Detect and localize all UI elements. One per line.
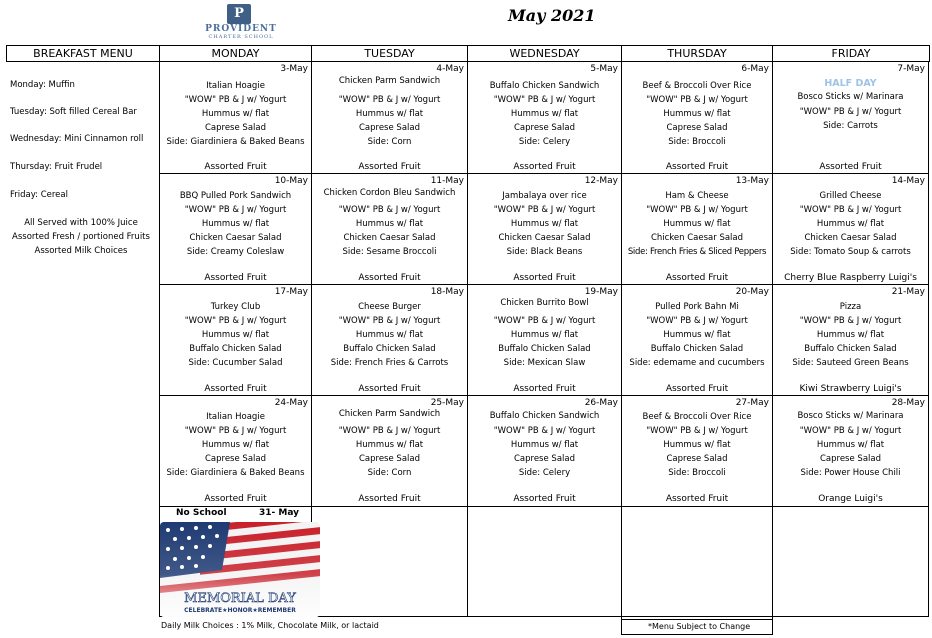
breakfast-note: Assorted Milk Choices xyxy=(34,246,128,256)
menu-entree: Pizza xyxy=(839,302,862,312)
menu-line: "WOW" PB & J w/ Yogurt xyxy=(493,426,596,436)
breakfast-thursday: Thursday: Fruit Frudel xyxy=(10,162,103,172)
day-date: 3-May xyxy=(280,64,308,74)
menu-line: "WOW" PB & J w/ Yogurt xyxy=(799,426,902,436)
menu-line: "WOW" PB & J w/ Yogurt xyxy=(799,316,902,326)
header-monday: MONDAY xyxy=(159,45,311,62)
day-date: 7-May xyxy=(897,64,925,74)
menu-line: Hummus w/ flat xyxy=(201,219,270,229)
menu-side: Side: Broccoli xyxy=(668,137,726,147)
menu-line: Caprese Salad xyxy=(513,123,575,133)
menu-entree: Italian Hoagie xyxy=(206,412,265,422)
menu-fruit: Assorted Fruit xyxy=(358,162,421,172)
day-cell xyxy=(773,174,928,284)
menu-line: "WOW" PB & J w/ Yogurt xyxy=(184,316,287,326)
menu-line: Caprese Salad xyxy=(666,123,728,133)
menu-side: Side: Corn xyxy=(367,468,412,478)
menu-line: Chicken Caesar Salad xyxy=(189,233,282,243)
day-cell xyxy=(468,174,621,284)
menu-side: Side: Black Beans xyxy=(506,247,583,257)
menu-line: Caprese Salad xyxy=(666,454,728,464)
memorial-day-cell xyxy=(160,507,320,617)
menu-line: "WOW" PB & J w/ Yogurt xyxy=(184,426,287,436)
menu-side: Side: Tomato Soup & carrots xyxy=(790,247,911,257)
day-date: 28-May xyxy=(891,398,925,408)
day-date: 18-May xyxy=(430,287,464,297)
menu-entree: Pulled Pork Bahn Mi xyxy=(655,302,739,312)
menu-entree: Buffalo Chicken Sandwich xyxy=(489,81,600,91)
grid-line xyxy=(928,61,929,617)
half-day-banner: HALF DAY xyxy=(824,78,877,89)
day-date: 25-May xyxy=(430,398,464,408)
menu-side: Side: edemame and cucumbers xyxy=(629,358,765,368)
menu-line: Hummus w/ flat xyxy=(663,219,731,229)
menu-fruit: Assorted Fruit xyxy=(665,162,729,172)
menu-fruit: Assorted Fruit xyxy=(665,494,729,504)
day-date: 6-May xyxy=(741,64,769,74)
menu-line: "WOW" PB & J w/ Yogurt xyxy=(338,95,441,105)
menu-entree: Bosco Sticks w/ Marinara xyxy=(797,92,904,102)
menu-line: Caprese Salad xyxy=(513,454,575,464)
day-date: 4-May xyxy=(436,64,464,74)
breakfast-wednesday: Wednesday: Mini Cinnamon roll xyxy=(10,134,144,144)
menu-line: Caprese Salad xyxy=(358,123,420,133)
menu-line: "WOW" PB & J w/ Yogurt xyxy=(799,205,902,215)
menu-side: Side: Celery xyxy=(518,468,571,478)
memorial-caption: MEMORIAL DAY xyxy=(184,591,296,606)
menu-line: "WOW" PB & J w/ Yogurt xyxy=(493,205,596,215)
menu-fruit: Assorted Fruit xyxy=(204,384,267,394)
menu-line: "WOW" PB & J w/ Yogurt xyxy=(338,205,441,215)
menu-line: "WOW" PB & J w/ Yogurt xyxy=(646,316,748,326)
menu-fruit: Cherry Blue Raspberry Luigi's xyxy=(784,273,917,283)
menu-fruit: Assorted Fruit xyxy=(665,384,729,394)
menu-line: Buffalo Chicken Salad xyxy=(189,344,282,354)
day-date: 17-May xyxy=(274,287,308,297)
menu-line: Hummus w/ flat xyxy=(663,109,731,119)
school-name: PROVIDENT xyxy=(205,24,277,34)
menu-line: Caprese Salad xyxy=(358,454,420,464)
menu-side: Side: Corn xyxy=(367,137,412,147)
menu-fruit: Assorted Fruit xyxy=(204,494,267,504)
day-date: 5-May xyxy=(590,64,618,74)
menu-fruit: Assorted Fruit xyxy=(204,162,267,172)
header-wednesday: WEDNESDAY xyxy=(467,45,621,62)
menu-fruit: Kiwi Strawberry Luigi's xyxy=(799,384,902,394)
day-cell xyxy=(773,396,928,506)
menu-entree: Chicken Burrito Bowl xyxy=(500,298,589,308)
menu-line: Buffalo Chicken Salad xyxy=(343,344,436,354)
menu-fruit: Assorted Fruit xyxy=(513,273,576,283)
menu-line: Hummus w/ flat xyxy=(510,440,579,450)
header-breakfast: BREAKFAST MENU xyxy=(6,45,159,62)
day-cell xyxy=(312,396,467,506)
menu-entree: BBQ Pulled Pork Sandwich xyxy=(179,191,292,201)
menu-line: Buffalo Chicken Salad xyxy=(498,344,591,354)
menu-line: Buffalo Chicken Salad xyxy=(804,344,897,354)
menu-entree: Bosco Sticks w/ Marinara xyxy=(797,411,904,421)
day-cell xyxy=(312,174,467,284)
day-cell xyxy=(622,396,772,506)
day-cell xyxy=(773,62,928,173)
menu-side: Side: Sesame Broccoli xyxy=(342,247,437,257)
menu-side: Side: Mexican Slaw xyxy=(503,358,586,368)
day-cell xyxy=(622,174,772,284)
menu-entree: Italian Hoagie xyxy=(206,81,265,91)
day-cell xyxy=(160,174,311,284)
menu-line: Hummus w/ flat xyxy=(355,330,424,340)
menu-line: Hummus w/ flat xyxy=(201,330,270,340)
menu-line: Hummus w/ flat xyxy=(355,440,424,450)
menu-line: Caprese Salad xyxy=(204,123,266,133)
menu-fruit: Assorted Fruit xyxy=(513,162,576,172)
menu-fruit: Assorted Fruit xyxy=(819,162,882,172)
menu-line: "WOW" PB & J w/ Yogurt xyxy=(646,95,748,105)
day-cell xyxy=(468,285,621,395)
menu-line: "WOW" PB & J w/ Yogurt xyxy=(184,205,287,215)
menu-line: Hummus w/ flat xyxy=(355,219,424,229)
menu-line: Hummus w/ flat xyxy=(510,330,579,340)
milk-choices: Daily Milk Choices : 1% Milk, Chocolate Milk, or lactaid xyxy=(161,621,379,630)
menu-line: "WOW" PB & J w/ Yogurt xyxy=(493,316,596,326)
menu-fruit: Assorted Fruit xyxy=(513,494,576,504)
no-school-label: No School xyxy=(176,508,227,518)
menu-line: Hummus w/ flat xyxy=(510,219,579,229)
menu-side: Side: French Fries & Sliced Peppers xyxy=(627,247,767,257)
menu-fruit: Orange Luigi's xyxy=(818,494,883,504)
day-date: 19-May xyxy=(584,287,618,297)
school-logo xyxy=(198,2,284,40)
day-date: 26-May xyxy=(584,398,618,408)
breakfast-note: All Served with 100% Juice xyxy=(24,218,138,228)
menu-side: Side: Broccoli xyxy=(668,468,726,478)
menu-entree: Cheese Burger xyxy=(358,302,421,312)
menu-line: Caprese Salad xyxy=(204,454,266,464)
page-title: May 2021 xyxy=(508,6,596,25)
menu-entree: Grilled Cheese xyxy=(819,191,882,201)
menu-line: Buffalo Chicken Salad xyxy=(650,344,744,354)
school-subtitle: CHARTER SCHOOL xyxy=(208,34,274,40)
day-cell xyxy=(160,285,311,395)
menu-fruit: Assorted Fruit xyxy=(665,273,729,283)
day-date: 12-May xyxy=(584,176,618,186)
day-cell xyxy=(160,396,311,506)
menu-fruit: Assorted Fruit xyxy=(204,273,267,283)
menu-line: Hummus w/ flat xyxy=(816,330,885,340)
breakfast-friday: Friday: Cereal xyxy=(10,190,68,200)
header-thursday: THURSDAY xyxy=(621,45,772,62)
menu-side: Side: Creamy Coleslaw xyxy=(186,247,285,257)
day-cell xyxy=(622,62,772,173)
header-friday: FRIDAY xyxy=(772,45,930,62)
day-cell xyxy=(312,62,467,173)
menu-fruit: Assorted Fruit xyxy=(513,384,576,394)
menu-entree: Turkey Club xyxy=(210,302,261,312)
menu-entree: Chicken Parm Sandwich xyxy=(338,409,441,419)
menu-line: Hummus w/ flat xyxy=(816,219,885,229)
menu-line: Hummus w/ flat xyxy=(816,440,885,450)
menu-side: Side: Carrots xyxy=(823,121,878,131)
day-date: 11-May xyxy=(430,176,464,186)
menu-line: Hummus w/ flat xyxy=(663,330,731,340)
menu-line: "WOW" PB & J w/ Yogurt xyxy=(338,426,441,436)
day-date: 24-May xyxy=(274,398,308,408)
flag-icon xyxy=(160,522,320,617)
day-date: 27-May xyxy=(735,398,769,408)
breakfast-monday: Monday: Muffin xyxy=(10,80,75,90)
menu-line: Hummus w/ flat xyxy=(201,440,270,450)
day-cell xyxy=(773,285,928,395)
menu-line: "WOW" PB & J w/ Yogurt xyxy=(493,95,596,105)
menu-line: Chicken Caesar Salad xyxy=(804,233,897,243)
menu-fruit: Assorted Fruit xyxy=(358,494,421,504)
day-date: 14-May xyxy=(891,176,925,186)
menu-line: "WOW" PB & J w/ Yogurt xyxy=(799,107,902,117)
menu-line: Caprese Salad xyxy=(819,454,881,464)
day-date: 10-May xyxy=(274,176,308,186)
menu-entree: Chicken Parm Sandwich xyxy=(338,76,441,86)
menu-entree: Beef & Broccoli Over Rice xyxy=(642,412,752,422)
menu-entree: Jambalaya over rice xyxy=(502,191,587,201)
menu-line: Chicken Caesar Salad xyxy=(498,233,591,243)
menu-side: Side: Giardiniera & Baked Beans xyxy=(166,468,305,478)
header-tuesday: TUESDAY xyxy=(311,45,467,62)
menu-fruit: Assorted Fruit xyxy=(358,384,421,394)
menu-line: "WOW" PB & J w/ Yogurt xyxy=(184,95,287,105)
breakfast-tuesday: Tuesday: Soft filled Cereal Bar xyxy=(10,107,137,117)
disclaimer: *Menu Subject to Change xyxy=(621,619,773,635)
day-cell xyxy=(468,396,621,506)
breakfast-note: Assorted Fresh / portioned Fruits xyxy=(12,232,150,242)
menu-side: Side: French Fries & Carrots xyxy=(330,358,449,368)
day-date: 13-May xyxy=(735,176,769,186)
menu-line: Chicken Caesar Salad xyxy=(343,233,436,243)
no-school-date: 31- May xyxy=(259,508,300,518)
day-cell xyxy=(160,62,311,173)
menu-line: Hummus w/ flat xyxy=(355,109,424,119)
day-cell xyxy=(312,285,467,395)
day-cell xyxy=(468,62,621,173)
menu-side: Side: Power House Chili xyxy=(800,468,901,478)
menu-side: Side: Cucumber Salad xyxy=(188,358,283,368)
menu-line: Chicken Caesar Salad xyxy=(650,233,744,243)
menu-line: "WOW" PB & J w/ Yogurt xyxy=(338,316,441,326)
day-cell xyxy=(622,285,772,395)
memorial-day-image xyxy=(160,522,320,617)
menu-entree: Chicken Cordon Bleu Sandwich xyxy=(323,188,456,198)
menu-entree: Buffalo Chicken Sandwich xyxy=(489,411,600,421)
menu-line: Hummus w/ flat xyxy=(663,440,731,450)
menu-side: Side: Celery xyxy=(518,137,571,147)
menu-line: "WOW" PB & J w/ Yogurt xyxy=(646,205,748,215)
menu-line: Hummus w/ flat xyxy=(510,109,579,119)
day-date: 21-May xyxy=(891,287,925,297)
menu-fruit: Assorted Fruit xyxy=(358,273,421,283)
menu-line: Hummus w/ flat xyxy=(201,109,270,119)
menu-side: Side: Sauteed Green Beans xyxy=(792,358,909,368)
logo-badge: P xyxy=(227,4,251,24)
menu-entree: Beef & Broccoli Over Rice xyxy=(642,81,752,91)
menu-side: Side: Giardiniera & Baked Beans xyxy=(166,137,305,147)
menu-entree: Ham & Cheese xyxy=(665,191,729,201)
day-date: 20-May xyxy=(735,287,769,297)
menu-line: "WOW" PB & J w/ Yogurt xyxy=(646,426,748,436)
memorial-tagline: CELEBRATE★HONOR★REMEMBER xyxy=(184,607,296,614)
